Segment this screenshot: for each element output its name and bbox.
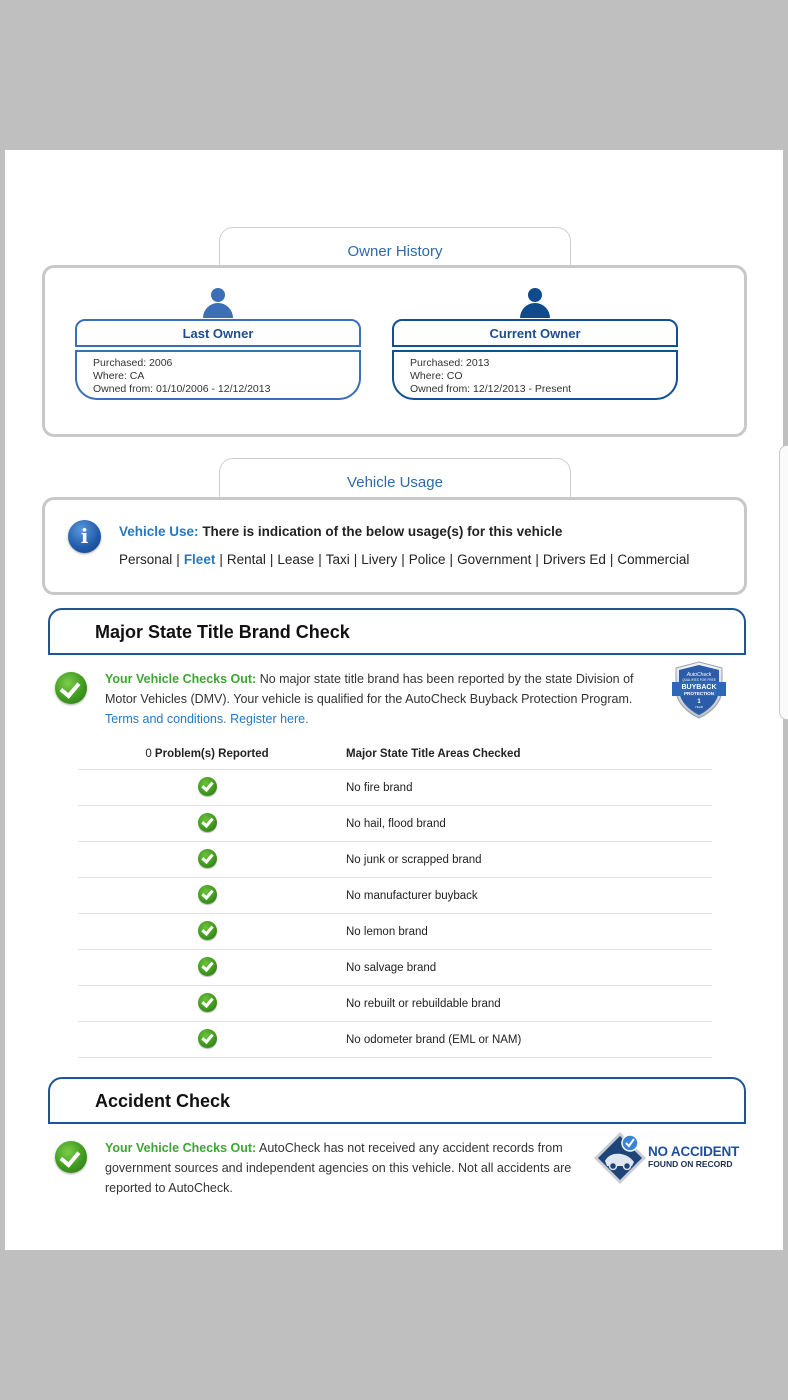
row-status: [78, 813, 336, 835]
row-status: [78, 885, 336, 907]
table-row: [78, 950, 712, 986]
badge-line3: PROTECTION: [683, 691, 715, 696]
vehicle-use-label: Vehicle Use:: [119, 524, 199, 539]
tab-owner-history: Owner History: [219, 227, 571, 266]
row-label: No hail, flood brand: [346, 817, 446, 830]
row-status: [78, 849, 336, 871]
row-label: No junk or scrapped brand: [346, 853, 482, 866]
title-areas-table: [78, 738, 712, 1058]
row-status: [78, 921, 336, 943]
check-circle-icon: [198, 777, 217, 796]
usage-list: [119, 552, 689, 567]
owner-where: Where: CO: [410, 370, 463, 382]
scrollbar-handle[interactable]: [779, 445, 788, 720]
person-icon: [203, 288, 233, 318]
owner-purchased: Purchased: 2013: [410, 357, 490, 369]
usage-item: Police: [408, 552, 446, 567]
usage-separator: |: [176, 552, 180, 567]
check-circle-icon: [198, 993, 217, 1012]
buyback-protection-badge: [672, 661, 726, 719]
owner-where: Where: CA: [93, 370, 145, 382]
check-circle-icon: [198, 921, 217, 940]
row-label: No lemon brand: [346, 925, 428, 938]
owner-details: [392, 350, 678, 400]
row-label: No salvage brand: [346, 961, 437, 974]
usage-item: Lease: [277, 552, 315, 567]
no-accident-subtitle: FOUND ON RECORD: [648, 1159, 733, 1169]
tab-vehicle-usage: Vehicle Usage: [219, 458, 571, 497]
check-circle-icon: [198, 1029, 217, 1048]
usage-item: Commercial: [617, 552, 690, 567]
table-header: [78, 738, 712, 770]
row-status: [78, 1029, 336, 1051]
title-brand-status: [105, 669, 650, 729]
usage-item: Livery: [361, 552, 398, 567]
usage-separator: |: [269, 552, 274, 567]
table-row: [78, 878, 712, 914]
row-label: No fire brand: [346, 781, 413, 794]
usage-separator: |: [353, 552, 358, 567]
status-label: Your Vehicle Checks Out:: [105, 1141, 257, 1155]
badge-line1: QUALIFIES FOR FREE: [682, 678, 716, 682]
table-row: [78, 806, 712, 842]
usage-separator: |: [535, 552, 539, 567]
usage-item: Personal: [119, 552, 173, 567]
row-status: [78, 993, 336, 1015]
table-row: [78, 770, 712, 806]
status-text: AutoCheck has not received any accident records from government sources and independent agencies on this vehicle. Not all accidents are reported to AutoCheck.: [105, 1141, 572, 1195]
check-circle-icon: [198, 813, 217, 832]
table-row: [78, 914, 712, 950]
owner-owned-from: Owned from: 12/12/2013 - Present: [410, 383, 572, 395]
row-status: [78, 957, 336, 979]
check-circle-icon: [198, 885, 217, 904]
register-link[interactable]: Register here.: [230, 712, 309, 726]
car-diamond-icon: [592, 1130, 648, 1188]
check-circle-icon: [198, 849, 217, 868]
vehicle-usage-panel: [42, 497, 747, 595]
usage-item: Drivers Ed: [542, 552, 606, 567]
row-label: No rebuilt or rebuildable brand: [346, 997, 501, 1010]
owner-card-current: [392, 288, 678, 400]
row-status: [78, 777, 336, 799]
usage-item: Taxi: [325, 552, 350, 567]
problem-count: 0: [145, 747, 152, 760]
problems-header: [78, 748, 336, 760]
status-label: Your Vehicle Checks Out:: [105, 672, 257, 686]
usage-separator: |: [609, 552, 614, 567]
badge-brand: AutoCheck: [686, 672, 712, 678]
terms-link[interactable]: Terms and conditions.: [105, 712, 227, 726]
owner-title: Current Owner: [392, 319, 678, 347]
table-body: [78, 770, 712, 1058]
info-icon: i: [68, 520, 101, 553]
table-row: [78, 986, 712, 1022]
usage-separator: |: [318, 552, 322, 567]
badge-line2: BUYBACK: [681, 684, 717, 691]
person-icon: [520, 288, 550, 318]
check-circle-icon: [198, 957, 217, 976]
areas-header: Major State Title Areas Checked: [346, 747, 521, 760]
table-row: [78, 1022, 712, 1058]
accident-section-header: [48, 1077, 746, 1124]
usage-item: Government: [457, 552, 532, 567]
owner-owned-from: Owned from: 01/10/2006 - 12/12/2013: [93, 383, 271, 395]
row-label: No manufacturer buyback: [346, 889, 478, 902]
usage-separator: |: [449, 552, 454, 567]
check-circle-icon: [55, 672, 87, 704]
owner-purchased: Purchased: 2006: [93, 357, 173, 369]
owner-details: [75, 350, 361, 400]
vehicle-use-statement: [119, 524, 562, 539]
usage-item: Rental: [226, 552, 266, 567]
status-text: No major state title brand has been reported by the state Division of Motor Vehicles (DMV). Your vehicle is qualified for the AutoCheck Buyback Protection Program.: [105, 672, 634, 706]
usage-separator: |: [401, 552, 405, 567]
owner-title: Last Owner: [75, 319, 361, 347]
badge-line4: 1: [697, 699, 701, 705]
no-accident-badge: [592, 1130, 752, 1188]
section-title: Accident Check: [95, 1091, 231, 1111]
row-label: No odometer brand (EML or NAM): [346, 1033, 522, 1046]
accident-status: [105, 1138, 583, 1198]
table-row: [78, 842, 712, 878]
usage-separator: |: [219, 552, 223, 567]
owner-card-last: [75, 288, 361, 400]
usage-item: Fleet: [183, 552, 216, 567]
check-circle-icon: [55, 1141, 87, 1173]
vehicle-use-text: There is indication of the below usage(s) for this vehicle: [202, 524, 563, 539]
problems-header-label: Problem(s) Reported: [154, 747, 269, 760]
badge-line5: YEAR: [694, 705, 704, 709]
title-brand-section-header: [48, 608, 746, 655]
no-accident-title: NO ACCIDENT: [648, 1144, 740, 1159]
section-title: Major State Title Brand Check: [95, 622, 350, 642]
